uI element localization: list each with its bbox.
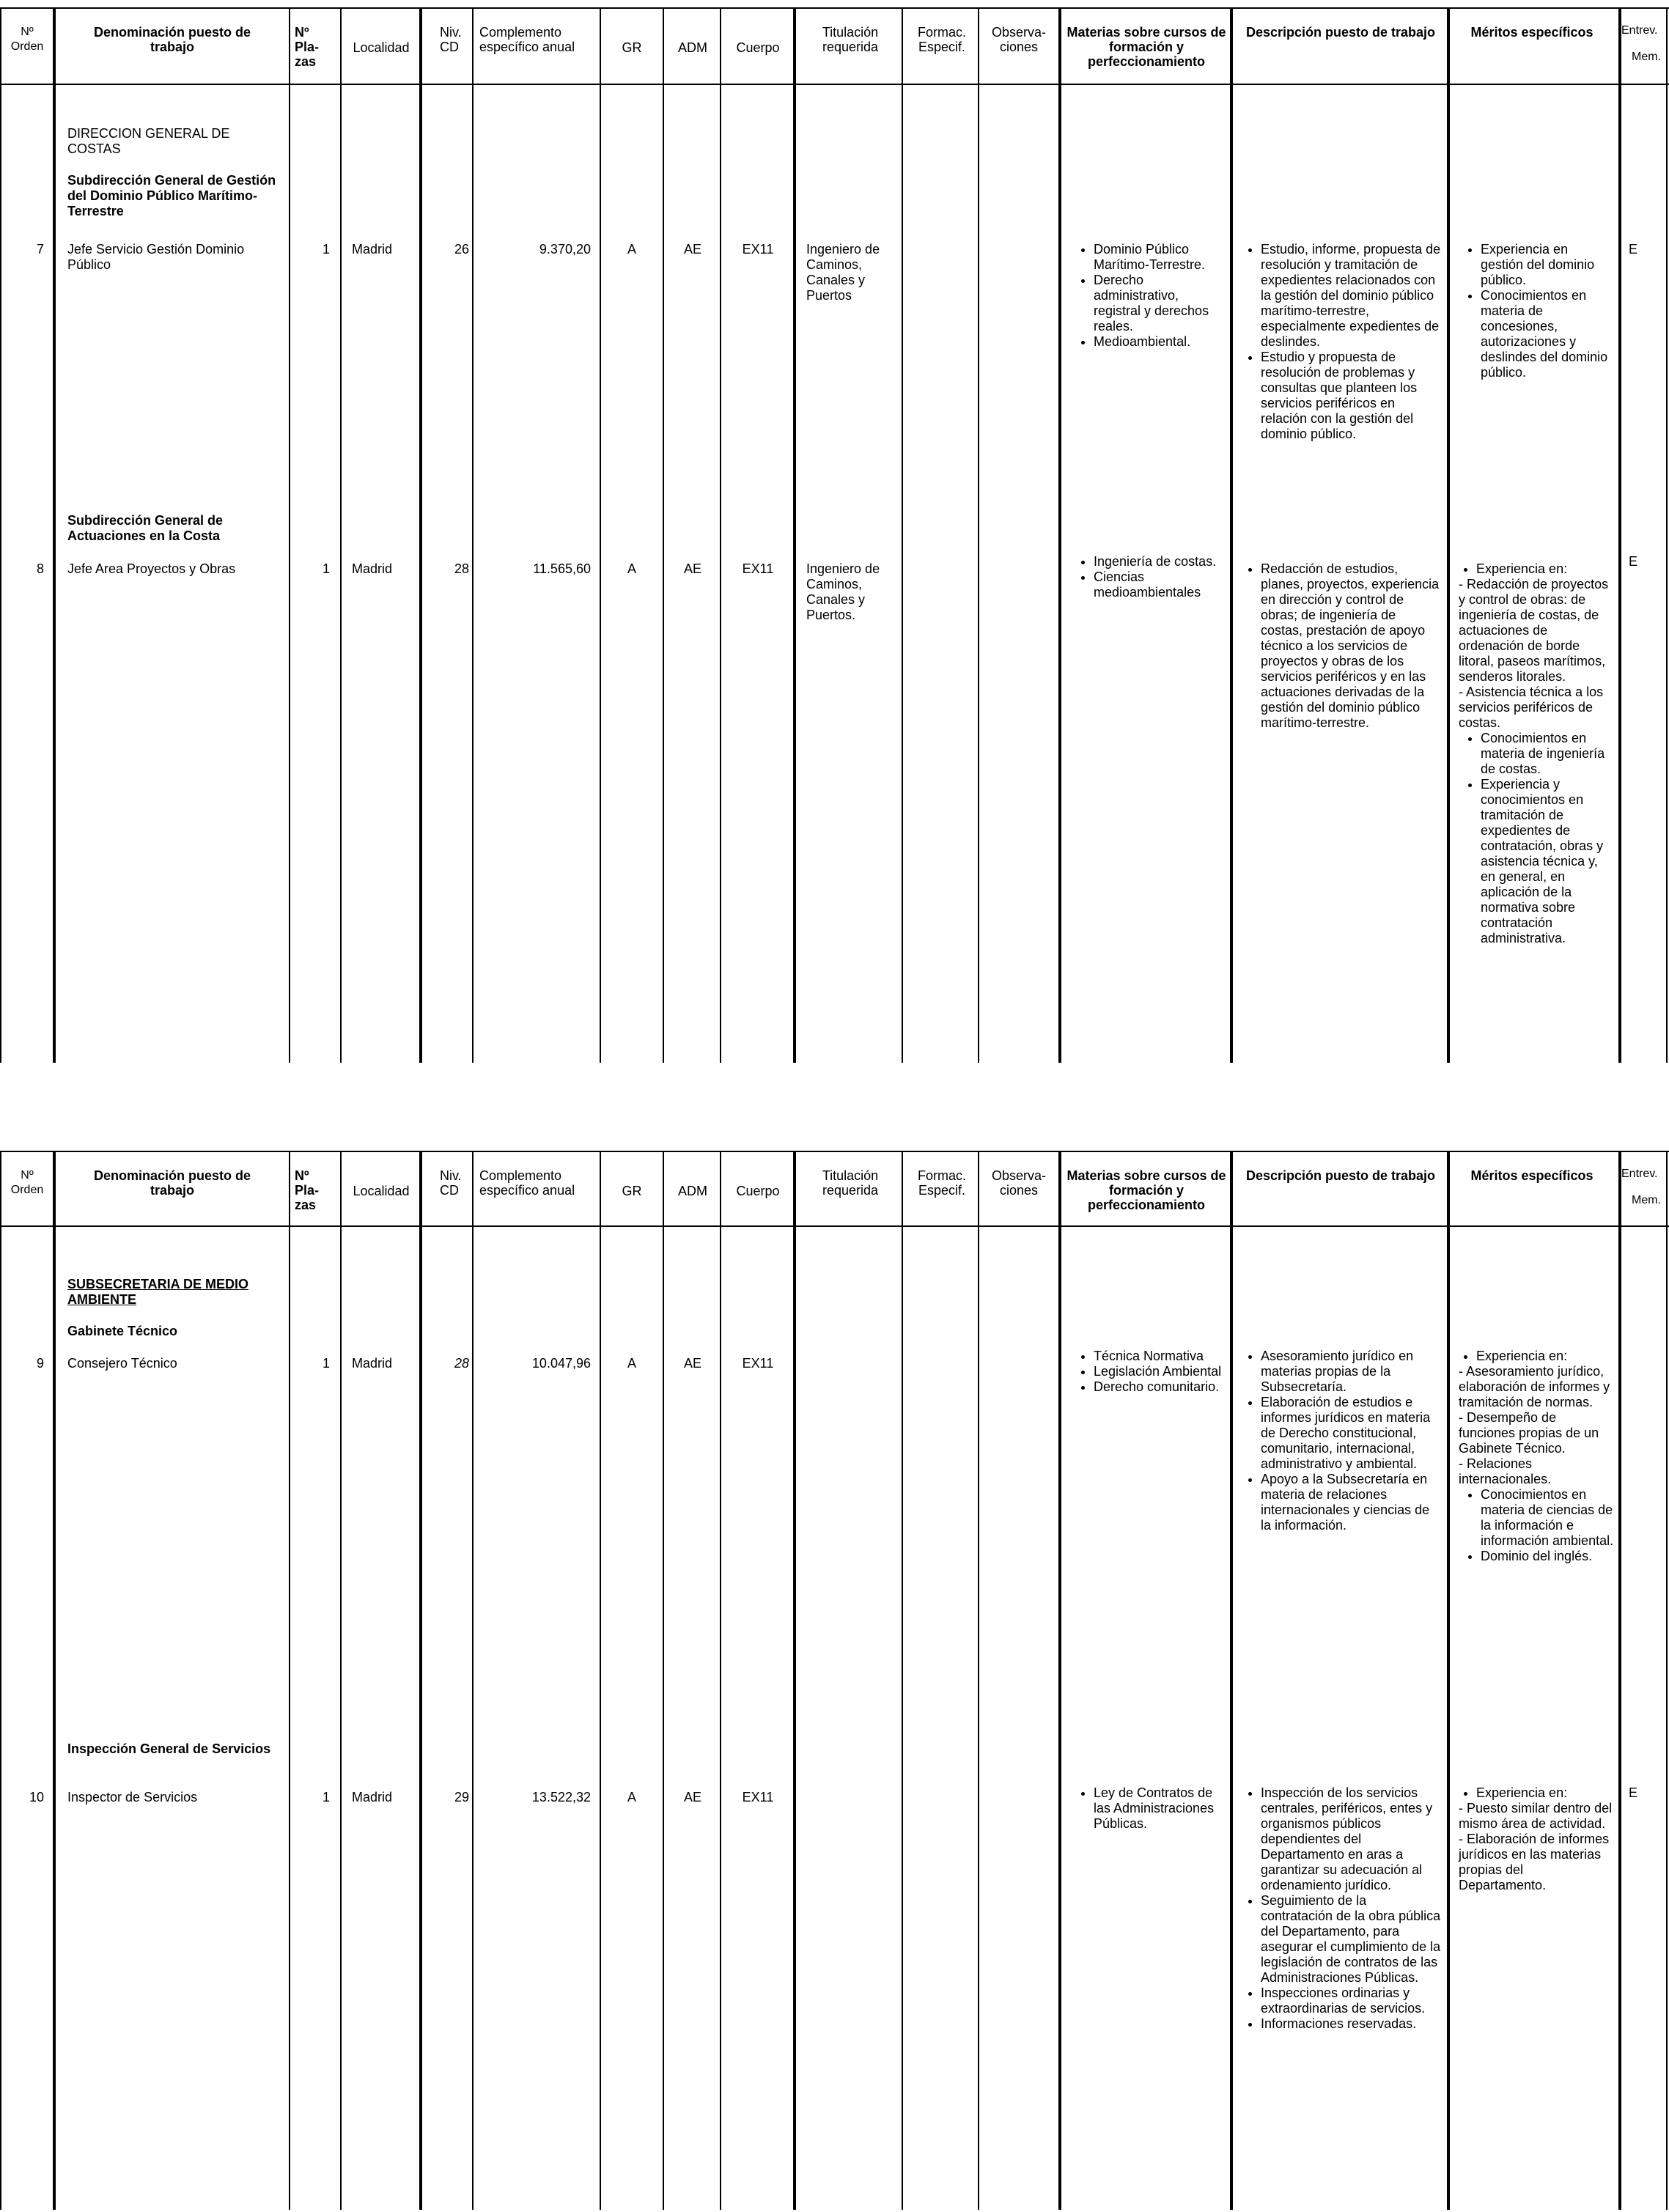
header-gr: GR (622, 40, 642, 55)
header-cuerpo: Cuerpo (736, 40, 780, 55)
list-item: • Legislación Ambiental (1094, 1364, 1228, 1379)
header-observaciones: Observa-ciones (991, 25, 1047, 54)
header-nivel: Niv. CD (440, 25, 462, 54)
subdireccion-heading: Gabinete Técnico (67, 1324, 178, 1338)
table-grid (0, 1151, 1669, 2210)
row-materias (1072, 554, 1228, 600)
list-item: • Técnica Normativa (1094, 1349, 1228, 1364)
header-order: Nº Orden (10, 26, 44, 53)
row-meritos (1459, 561, 1614, 946)
header-denominacion: Denominación puesto de trabajo (93, 1168, 251, 1198)
row-titulacion: Ingeniero de Caminos, Canales y Puertos (806, 242, 880, 303)
list-item: • Inspecciones ordinarias y extraordinarias de servicios. (1261, 1986, 1441, 2016)
row-meritos (1459, 242, 1614, 380)
row-order: 9 (36, 1356, 44, 1371)
row-adm: AE (683, 1356, 701, 1371)
list-item: • Experiencia en gestión del dominio público. (1481, 242, 1614, 288)
header-mem: Mem. (1632, 1194, 1661, 1206)
row-cuerpo: EX11 (742, 242, 774, 257)
subdireccion-heading: Subdirección General de Actuaciones en la Costa (67, 513, 224, 543)
row-plazas: 1 (322, 242, 330, 257)
row-adm: AE (683, 242, 701, 257)
row-complemento: 13.522,32 (531, 1790, 591, 1804)
row-entrev: E (1629, 242, 1638, 257)
meritos-text: - Asesoramiento jurídico, elaboración de informes y tramitación de normas. - Desempeño de funciones propias de un Gabinete Técnico. - Relaciones internacionales. (1459, 1364, 1610, 1486)
header-localidad: Localidad (353, 1184, 410, 1198)
row-complemento: 10.047,96 (531, 1356, 591, 1371)
header-plazas: Nº Pla-zas (295, 1168, 320, 1212)
row-descripcion (1239, 242, 1441, 442)
header-gr: GR (622, 1184, 642, 1198)
table-top-border (0, 7, 1669, 9)
header-observaciones: Observa-ciones (991, 1168, 1047, 1198)
subdireccion-heading: Subdirección General de Gestión del Dominio Público Marítimo-Terrestre (67, 173, 276, 218)
row-adm: AE (683, 561, 701, 576)
list-item: • Ciencias medioambientales (1094, 569, 1228, 600)
list-item: • Ley de Contratos de las Administraciones Públicas. (1094, 1785, 1228, 1832)
row-descripcion (1239, 561, 1441, 731)
row-entrev: E (1629, 554, 1638, 569)
list-item: • Medioambiental. (1094, 334, 1228, 350)
row-complemento: 9.370,20 (539, 242, 591, 257)
meritos-text: - Redacción de proyectos y control de obras: de ingeniería de costas, de actuaciones de ordenación de borde litoral, paseos marítimos, senderos litorales. - Asistencia técnica a los servicios periféricos de costas. (1459, 577, 1609, 730)
row-cuerpo: EX11 (742, 561, 774, 576)
list-item: • Informaciones reservadas. (1261, 2016, 1441, 2032)
row-materias (1072, 1785, 1228, 1832)
header-formac: Formac. Especif. (917, 1168, 966, 1198)
row-descripcion (1239, 1349, 1441, 1533)
list-item: • Estudio y propuesta de resolución de problemas y consultas que planteen los servicios periféricos en relación con la gestión del dominio público. (1261, 350, 1441, 442)
header-descripcion: Descripción puesto de trabajo (1245, 1168, 1436, 1183)
header-localidad: Localidad (353, 40, 410, 55)
list-item: • Derecho comunitario. (1094, 1379, 1228, 1395)
header-entrev: Entrev. (1621, 24, 1658, 37)
row-localidad: Madrid (352, 561, 393, 576)
list-item: • Ingeniería de costas. (1094, 554, 1228, 569)
header-descripcion: Descripción puesto de trabajo (1245, 25, 1436, 40)
subdireccion-heading: Inspección General de Servicios (67, 1741, 271, 1756)
row-localidad: Madrid (352, 242, 393, 257)
list-item: • Dominio Público Marítimo-Terrestre. (1094, 242, 1228, 273)
list-item: • Dominio del inglés. (1481, 1549, 1614, 1564)
header-bottom-border (0, 1225, 1669, 1227)
row-denominacion: Jefe Area Proyectos y Obras (67, 561, 236, 576)
row-cuerpo: EX11 (742, 1356, 774, 1371)
row-entrev: E (1629, 1785, 1638, 1800)
list-item: • Apoyo a la Subsecretaría en materia de relaciones internacionales y ciencias de la información. (1261, 1472, 1441, 1533)
list-item: • Experiencia y conocimientos en tramitación de expedientes de contratación, obras y asistencia técnica y, en general, en aplicación de la normativa sobre contratación administrativa. (1481, 777, 1614, 946)
header-materias: Materias sobre cursos de formación y perfeccionamiento (1066, 25, 1226, 69)
header-bottom-border (0, 84, 1669, 85)
header-complemento: Complemento específico anual (479, 25, 575, 54)
row-localidad: Madrid (352, 1790, 393, 1804)
row-nivel: 28 (454, 561, 469, 576)
header-materias: Materias sobre cursos de formación y perfeccionamiento (1066, 1168, 1226, 1212)
header-nivel: Niv. CD (440, 1168, 462, 1198)
list-item: • Conocimientos en materia de concesiones, autorizaciones y deslindes del dominio público. (1481, 288, 1614, 380)
table-top-border (0, 1151, 1669, 1152)
row-gr: A (627, 1356, 636, 1371)
row-materias (1072, 242, 1228, 350)
list-item: • Redacción de estudios, planes, proyectos, experiencia en dirección y control de obras; de ingeniería de costas, prestación de apoyo técnico a los servicios de proyectos y obras de los servicios periféricos y en las actuaciones derivadas de la gestión del dominio público marítimo-terrestre. (1261, 561, 1441, 731)
row-denominacion: Jefe Servicio Gestión Dominio Público (67, 242, 245, 272)
list-item: • Elaboración de estudios e informes jurídicos en materia de Derecho constitucional, comunitario, internacional, administrativo y ambiental. (1261, 1395, 1441, 1472)
header-meritos: Méritos específicos (1470, 1168, 1594, 1183)
row-titulacion: Ingeniero de Caminos, Canales y Puertos. (806, 561, 880, 622)
list-item: • Conocimientos en materia de ingeniería de costas. (1481, 731, 1614, 777)
list-item: • Derecho administrativo, registral y derechos reales. (1094, 273, 1228, 334)
header-adm: ADM (678, 40, 707, 55)
row-meritos (1459, 1785, 1614, 1893)
header-plazas: Nº Pla-zas (295, 25, 320, 69)
header-denominacion: Denominación puesto de trabajo (93, 25, 251, 54)
row-order: 8 (36, 561, 44, 576)
list-item: • Inspección de los servicios centrales, periféricos, entes y organismos públicos dependientes del Departamento en aras a garantizar su adecuación al ordenamiento jurídico. (1261, 1785, 1441, 1893)
row-complemento: 11.565,60 (533, 561, 591, 576)
row-order: 10 (29, 1790, 44, 1804)
row-plazas: 1 (322, 561, 330, 576)
list-item: • Estudio, informe, propuesta de resolución y tramitación de expedientes relacionados con la gestión del dominio público marítimo-terrestre, especialmente expedientes de deslindes. (1261, 242, 1441, 350)
list-item: • Asesoramiento jurídico en materias propias de la Subsecretaría. (1261, 1349, 1441, 1395)
list-item: • Experiencia en: (1476, 1785, 1614, 1801)
table-page-2 (0, 1151, 1669, 2210)
header-titulacion: Titulación requerida (822, 1168, 879, 1198)
row-nivel: 29 (454, 1790, 469, 1804)
row-materias (1072, 1349, 1228, 1395)
row-gr: A (627, 1790, 636, 1804)
table-page-1 (0, 7, 1669, 1063)
header-mem: Mem. (1632, 51, 1661, 63)
row-order: 7 (36, 242, 44, 257)
row-nivel: 28 (454, 1356, 469, 1371)
row-plazas: 1 (322, 1790, 330, 1804)
header-titulacion: Titulación requerida (822, 25, 879, 54)
header-formac: Formac. Especif. (917, 25, 966, 54)
row-gr: A (627, 561, 636, 576)
list-item: • Conocimientos en materia de ciencias de la información e información ambiental. (1481, 1487, 1614, 1549)
row-meritos (1459, 1349, 1614, 1564)
row-denominacion: Consejero Técnico (67, 1356, 177, 1371)
org-heading: DIRECCION GENERAL DE COSTAS (67, 126, 230, 156)
meritos-text: - Puesto similar dentro del mismo área de actividad. - Elaboración de informes jurídicos en las materias propias del Departamento. (1459, 1801, 1613, 1892)
row-localidad: Madrid (352, 1356, 393, 1371)
header-cuerpo: Cuerpo (736, 1184, 780, 1198)
header-meritos: Méritos específicos (1470, 25, 1594, 40)
list-item: • Experiencia en: (1476, 561, 1614, 577)
list-item: • Seguimiento de la contratación de la obra pública del Departamento, para asegurar el cumplimiento de la legislación de contratos de las Administraciones Públicas. (1261, 1893, 1441, 1986)
header-complemento: Complemento específico anual (479, 1168, 575, 1198)
row-gr: A (627, 242, 636, 257)
row-plazas: 1 (322, 1356, 330, 1371)
header-adm: ADM (678, 1184, 707, 1198)
header-order: Nº Orden (10, 1169, 44, 1196)
header-entrev: Entrev. (1621, 1168, 1658, 1180)
row-adm: AE (683, 1790, 701, 1804)
row-denominacion: Inspector de Servicios (67, 1790, 198, 1804)
row-nivel: 26 (454, 242, 469, 257)
row-cuerpo: EX11 (742, 1790, 774, 1804)
org-heading: SUBSECRETARIA DE MEDIO AMBIENTE (67, 1277, 249, 1307)
row-descripcion (1239, 1785, 1441, 2032)
list-item: • Experiencia en: (1476, 1349, 1614, 1364)
